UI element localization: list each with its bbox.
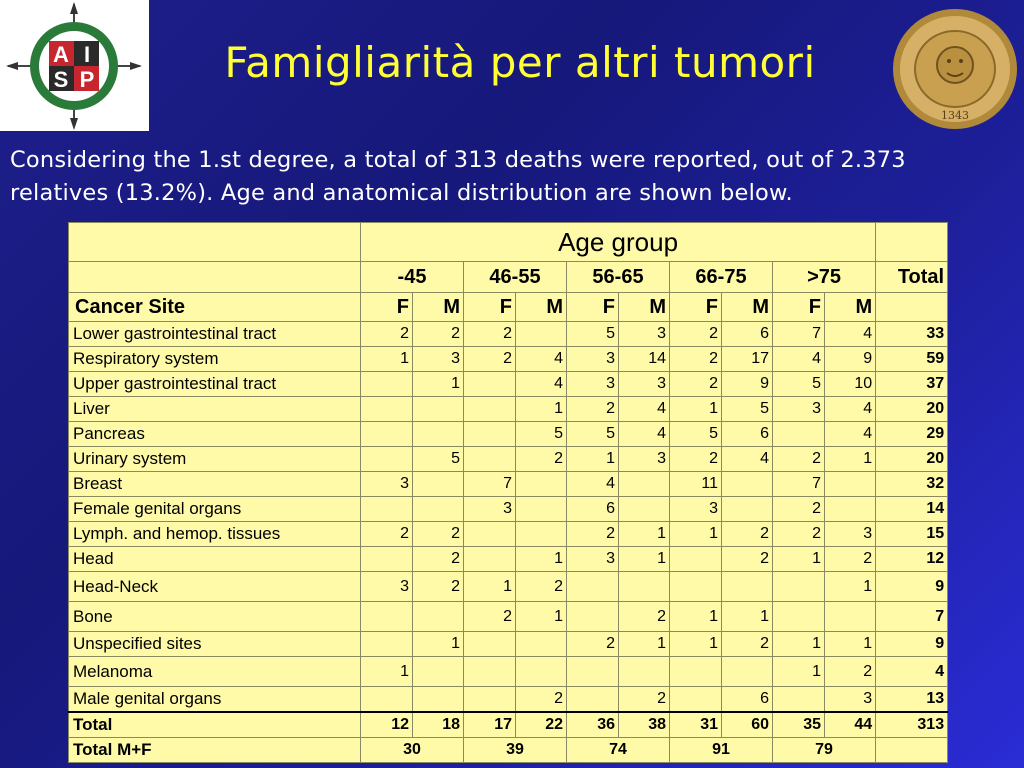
total-header-blank [876, 223, 948, 262]
count-cell: 3 [825, 522, 876, 547]
row-total-cell: 20 [876, 397, 948, 422]
count-cell: 4 [619, 397, 670, 422]
count-cell [670, 657, 722, 687]
count-cell: 1 [619, 522, 670, 547]
count-cell: 6 [567, 497, 619, 522]
row-total-cell: 4 [876, 657, 948, 687]
row-total-cell: 7 [876, 602, 948, 632]
count-cell: 9 [825, 347, 876, 372]
row-total-cell: 20 [876, 447, 948, 472]
count-cell: 6 [722, 687, 773, 713]
row-total-cell: 33 [876, 322, 948, 347]
count-cell: 2 [516, 572, 567, 602]
cancer-site-cell: Male genital organs [69, 687, 361, 713]
table-row [69, 687, 948, 713]
count-cell: 3 [825, 687, 876, 713]
table-row [69, 397, 948, 422]
count-cell: 7 [773, 472, 825, 497]
count-cell [464, 687, 516, 713]
count-cell: 1 [619, 632, 670, 657]
count-cell [722, 572, 773, 602]
count-cell: 1 [361, 657, 413, 687]
count-cell: 2 [413, 322, 464, 347]
count-cell: 2 [516, 447, 567, 472]
count-cell [567, 572, 619, 602]
count-cell: 2 [567, 632, 619, 657]
total-row-cell: 22 [516, 712, 567, 738]
sex-header: F [361, 293, 413, 322]
count-cell [413, 657, 464, 687]
total-mf-cell: 39 [464, 738, 567, 763]
table-row [69, 657, 948, 687]
count-cell [516, 522, 567, 547]
count-cell: 3 [619, 322, 670, 347]
table-row [69, 347, 948, 372]
count-cell [567, 657, 619, 687]
cancer-site-header: Cancer Site [69, 293, 361, 322]
count-cell: 1 [773, 547, 825, 572]
count-cell: 1 [773, 632, 825, 657]
count-cell: 1 [670, 522, 722, 547]
count-cell: 5 [413, 447, 464, 472]
sex-header: M [516, 293, 567, 322]
total-row-cell: 60 [722, 712, 773, 738]
age-range-header: 46-55 [464, 262, 567, 293]
count-cell [619, 657, 670, 687]
count-cell: 4 [773, 347, 825, 372]
cancer-site-cell: Lower gastrointestinal tract [69, 322, 361, 347]
count-cell: 1 [825, 632, 876, 657]
count-cell: 7 [773, 322, 825, 347]
count-cell: 5 [567, 422, 619, 447]
count-cell [567, 687, 619, 713]
aisp-logo [0, 0, 149, 131]
count-cell: 1 [413, 632, 464, 657]
count-cell [413, 687, 464, 713]
count-cell [670, 547, 722, 572]
age-range-header: 66-75 [670, 262, 773, 293]
count-cell: 14 [619, 347, 670, 372]
count-cell: 7 [464, 472, 516, 497]
count-cell: 1 [516, 602, 567, 632]
total-row-cell: 35 [773, 712, 825, 738]
sex-header: M [413, 293, 464, 322]
count-cell: 2 [361, 322, 413, 347]
count-cell: 3 [567, 547, 619, 572]
count-cell [464, 372, 516, 397]
total-mf-label: Total M+F [69, 738, 361, 763]
total-row-cell: 36 [567, 712, 619, 738]
slide-title: Famigliarità per altri tumori [224, 38, 816, 87]
svg-text:A: A [53, 42, 69, 67]
svg-text:S: S [53, 67, 69, 92]
count-cell: 1 [361, 347, 413, 372]
intro-text: Considering the 1.st degree, a total of 313 deaths were reported, out of 2.373 relatives (13.2%). Age and anatomical distribution are shown below. [10, 147, 906, 206]
cancer-site-cell: Respiratory system [69, 347, 361, 372]
count-cell [464, 447, 516, 472]
count-cell: 3 [619, 447, 670, 472]
count-cell: 3 [773, 397, 825, 422]
age-group-header: Age group [361, 223, 876, 262]
row-total-cell: 12 [876, 547, 948, 572]
count-cell: 4 [619, 422, 670, 447]
cancer-site-table [68, 222, 947, 763]
svg-text:P: P [79, 67, 95, 92]
count-cell: 3 [361, 572, 413, 602]
count-cell [619, 497, 670, 522]
cancer-site-cell: Breast [69, 472, 361, 497]
sex-header: F [567, 293, 619, 322]
sex-header: F [670, 293, 722, 322]
total-row-label: Total [69, 712, 361, 738]
cancer-site-cell: Female genital organs [69, 497, 361, 522]
count-cell: 4 [516, 372, 567, 397]
count-cell [722, 657, 773, 687]
count-cell: 2 [413, 547, 464, 572]
row-total-cell: 15 [876, 522, 948, 547]
count-cell: 3 [361, 472, 413, 497]
count-cell [464, 422, 516, 447]
total-mf-cell: 74 [567, 738, 670, 763]
count-cell: 2 [464, 602, 516, 632]
count-cell [773, 687, 825, 713]
row-total-cell: 59 [876, 347, 948, 372]
total-mf-cell: 30 [361, 738, 464, 763]
count-cell [773, 602, 825, 632]
count-cell [361, 687, 413, 713]
count-cell [619, 572, 670, 602]
table-row [69, 422, 948, 447]
count-cell: 2 [825, 547, 876, 572]
table-row [69, 522, 948, 547]
count-cell [361, 602, 413, 632]
count-cell: 1 [516, 397, 567, 422]
count-cell: 1 [516, 547, 567, 572]
count-cell [464, 547, 516, 572]
count-cell [413, 422, 464, 447]
count-cell [516, 472, 567, 497]
count-cell: 5 [670, 422, 722, 447]
count-cell: 3 [619, 372, 670, 397]
cancer-site-cell: Upper gastrointestinal tract [69, 372, 361, 397]
count-cell [361, 497, 413, 522]
total-column-header: Total [876, 262, 948, 293]
count-cell: 2 [722, 547, 773, 572]
count-cell [361, 447, 413, 472]
count-cell [413, 602, 464, 632]
count-cell: 2 [670, 372, 722, 397]
count-cell: 1 [773, 657, 825, 687]
count-cell [825, 472, 876, 497]
count-cell: 3 [413, 347, 464, 372]
grand-total-cell: 313 [876, 712, 948, 738]
total-row-cell: 44 [825, 712, 876, 738]
count-cell: 2 [413, 522, 464, 547]
row-total-cell: 29 [876, 422, 948, 447]
age-range-header: -45 [361, 262, 464, 293]
count-cell [825, 602, 876, 632]
table-row [69, 372, 948, 397]
count-cell: 3 [567, 347, 619, 372]
count-cell [413, 472, 464, 497]
count-cell: 5 [773, 372, 825, 397]
corner-cell [69, 223, 361, 262]
count-cell [516, 632, 567, 657]
table-row [69, 447, 948, 472]
count-cell: 2 [567, 522, 619, 547]
count-cell [722, 472, 773, 497]
count-cell: 1 [619, 547, 670, 572]
count-cell [773, 422, 825, 447]
count-cell: 3 [567, 372, 619, 397]
count-cell [516, 657, 567, 687]
count-cell: 2 [773, 447, 825, 472]
count-cell [619, 472, 670, 497]
row-total-cell: 14 [876, 497, 948, 522]
count-cell: 1 [670, 632, 722, 657]
age-range-header: 56-65 [567, 262, 670, 293]
cancer-site-cell: Unspecified sites [69, 632, 361, 657]
count-cell: 3 [670, 497, 722, 522]
count-cell: 2 [773, 497, 825, 522]
count-cell [825, 497, 876, 522]
count-cell: 1 [825, 572, 876, 602]
university-seal [891, 7, 1019, 132]
count-cell: 2 [722, 632, 773, 657]
count-cell [670, 687, 722, 713]
count-cell [361, 422, 413, 447]
count-cell: 1 [670, 397, 722, 422]
count-cell: 9 [722, 372, 773, 397]
count-cell [464, 522, 516, 547]
sex-header: M [619, 293, 670, 322]
count-cell [413, 497, 464, 522]
count-cell: 2 [361, 522, 413, 547]
count-cell [722, 497, 773, 522]
cancer-site-cell: Lymph. and hemop. tissues [69, 522, 361, 547]
total-row-cell: 12 [361, 712, 413, 738]
count-cell [670, 572, 722, 602]
total-row-cell: 17 [464, 712, 516, 738]
count-cell [567, 602, 619, 632]
svg-text:I: I [83, 42, 91, 67]
total-mf-blank [876, 738, 948, 763]
sex-header: M [825, 293, 876, 322]
count-cell: 5 [722, 397, 773, 422]
row-total-cell: 13 [876, 687, 948, 713]
row-total-cell: 32 [876, 472, 948, 497]
total-mf-cell: 79 [773, 738, 876, 763]
cancer-site-cell: Bone [69, 602, 361, 632]
count-cell [361, 547, 413, 572]
count-cell [464, 657, 516, 687]
total-row-cell: 38 [619, 712, 670, 738]
table-row [69, 322, 948, 347]
table-row [69, 602, 948, 632]
table-row [69, 572, 948, 602]
count-cell: 3 [464, 497, 516, 522]
count-cell: 1 [464, 572, 516, 602]
cancer-site-cell: Melanoma [69, 657, 361, 687]
cancer-site-cell: Head-Neck [69, 572, 361, 602]
ranges-corner [69, 262, 361, 293]
count-cell: 4 [825, 322, 876, 347]
table-row [69, 497, 948, 522]
count-cell: 2 [670, 322, 722, 347]
count-cell: 6 [722, 422, 773, 447]
count-cell: 2 [670, 447, 722, 472]
count-cell: 6 [722, 322, 773, 347]
count-cell [773, 572, 825, 602]
count-cell: 2 [825, 657, 876, 687]
count-cell: 17 [722, 347, 773, 372]
sex-header: F [773, 293, 825, 322]
count-cell: 5 [516, 422, 567, 447]
age-range-header: >75 [773, 262, 876, 293]
count-cell: 2 [464, 322, 516, 347]
count-cell: 4 [516, 347, 567, 372]
count-cell [516, 322, 567, 347]
cancer-site-cell: Liver [69, 397, 361, 422]
table-row [69, 547, 948, 572]
count-cell: 2 [722, 522, 773, 547]
sex-header: M [722, 293, 773, 322]
count-cell [464, 397, 516, 422]
count-cell: 2 [773, 522, 825, 547]
count-cell: 4 [722, 447, 773, 472]
sex-header-blank [876, 293, 948, 322]
count-cell: 2 [619, 602, 670, 632]
count-cell: 4 [567, 472, 619, 497]
count-cell: 11 [670, 472, 722, 497]
count-cell: 4 [825, 422, 876, 447]
sex-header: F [464, 293, 516, 322]
total-row-cell: 18 [413, 712, 464, 738]
count-cell [361, 397, 413, 422]
count-cell: 4 [825, 397, 876, 422]
row-total-cell: 37 [876, 372, 948, 397]
count-cell [464, 632, 516, 657]
count-cell: 2 [670, 347, 722, 372]
row-total-cell: 9 [876, 572, 948, 602]
count-cell: 2 [413, 572, 464, 602]
cancer-site-cell: Urinary system [69, 447, 361, 472]
cancer-site-cell: Pancreas [69, 422, 361, 447]
count-cell: 1 [567, 447, 619, 472]
table-row [69, 472, 948, 497]
count-cell: 1 [413, 372, 464, 397]
count-cell: 5 [567, 322, 619, 347]
total-mf-cell: 91 [670, 738, 773, 763]
count-cell: 10 [825, 372, 876, 397]
count-cell: 2 [516, 687, 567, 713]
count-cell: 2 [567, 397, 619, 422]
count-cell: 2 [619, 687, 670, 713]
count-cell [361, 632, 413, 657]
cancer-site-cell: Head [69, 547, 361, 572]
total-row-cell: 31 [670, 712, 722, 738]
count-cell [361, 372, 413, 397]
row-total-cell: 9 [876, 632, 948, 657]
count-cell: 1 [670, 602, 722, 632]
count-cell [413, 397, 464, 422]
table-row [69, 632, 948, 657]
count-cell: 1 [825, 447, 876, 472]
svg-text:1343: 1343 [941, 109, 969, 122]
count-cell: 1 [722, 602, 773, 632]
count-cell: 2 [464, 347, 516, 372]
count-cell [516, 497, 567, 522]
